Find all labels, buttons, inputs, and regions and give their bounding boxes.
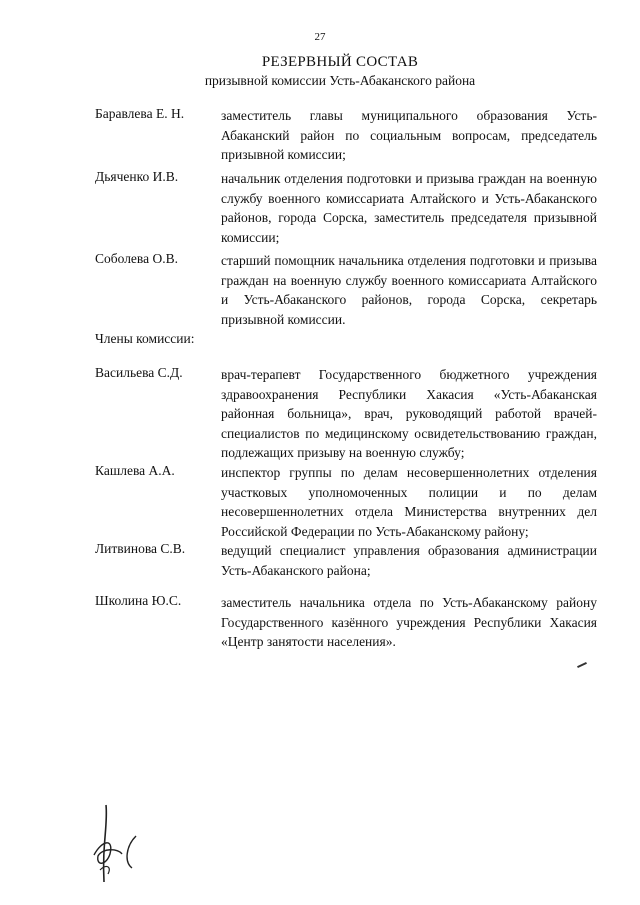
pen-mark <box>577 662 587 668</box>
person-name: Дьяченко И.В. <box>95 169 179 184</box>
person-name: Соболева О.В. <box>95 251 178 266</box>
person-name: Школина Ю.С. <box>95 593 182 608</box>
person-name: Васильева С.Д. <box>95 365 183 380</box>
person-name: Кашлева А.А. <box>95 463 175 478</box>
person-position: старший помощник начальника отделения подготовки и призыва граждан на военную службу военного комиссариата Алтайского и Усть-Абаканского районов, города Сорска, секретарь призывной комиссии. <box>221 253 597 327</box>
person-position: начальник отделения подготовки и призыва граждан на военную службу военного комиссариата Алтайского и Усть-Абаканского районов, города Сорска, заместитель председателя призывной комиссии; <box>221 171 597 245</box>
document-title: РЕЗЕРВНЫЙ СОСТАВ <box>261 54 419 70</box>
person-name: Баравлева Е. Н. <box>95 106 185 121</box>
person-name: Литвинова С.В. <box>95 541 186 556</box>
page-number: 27 <box>314 31 326 43</box>
person-position: ведущий специалист управления образования администрации Усть-Абаканского района; <box>221 543 597 578</box>
document-subtitle: призывной комиссии Усть-Абаканского района <box>204 73 476 88</box>
handwritten-signature <box>88 800 168 890</box>
person-position: врач-терапевт Государственного бюджетного учреждения здравоохранения Республики Хакасия «Усть-Абаканская районная больница», врач, руководящий работой врачей-специалистов по медицинскому освидетельствованию граждан, подлежащих призыву на военную службу; <box>221 367 597 460</box>
members-label: Члены комиссии: <box>95 331 195 346</box>
person-position: инспектор группы по делам несовершеннолетних отделения участковых уполномоченных полиции и по делам несовершеннолетних отдела Министерства внутренних дел Российской Федерации по Усть-Абаканскому району; <box>221 465 597 539</box>
person-position: заместитель главы муниципального образования Усть-Абаканский район по социальным вопросам, председатель призывной комиссии; <box>221 108 597 162</box>
person-position: заместитель начальника отдела по Усть-Абаканскому району Государственного казённого учреждения Республики Хакасия «Центр занятости населения». <box>221 595 597 649</box>
